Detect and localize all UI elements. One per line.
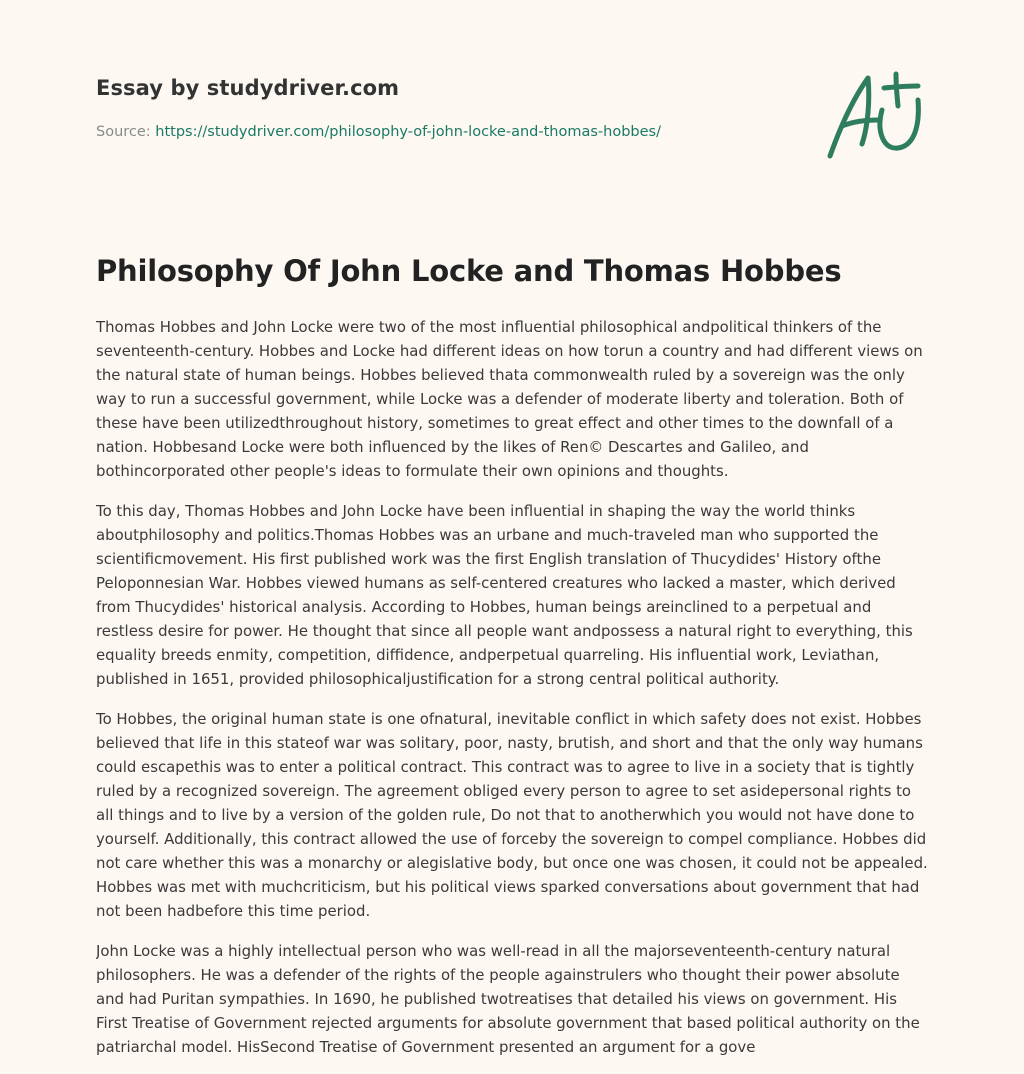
article-title: Philosophy Of John Locke and Thomas Hobbes: [96, 254, 842, 288]
site-title: Essay by studydriver.com: [96, 76, 400, 100]
source-label: Source:: [96, 124, 156, 140]
paragraph: John Locke was a highly intellectual person who was well-read in all the majorseventeenth-century natural philosophers. He was a defender of the rights of the people againstrulers who thought their power absolute and had Puritan sympathies. In 1690, he published twotreatises that detailed his views on government. His First Treatise of Government rejected arguments for absolute government that based political authority on the patriarchal model. HisSecond Treatise of Government presented an argument for a gove: [96, 942, 920, 1056]
source-line: [96, 124, 661, 140]
page-header: [96, 0, 928, 200]
paragraph: Thomas Hobbes and John Locke were two of the most influential philosophical andpolitical thinkers of the seventeenth-century. Hobbes and Locke had different ideas on how torun a country and had different views on the natural state of human beings. Hobbes believed thata commonwealth ruled by a sovereign was the only way to run a successful government, while Locke was a defender of moderate liberty and toleration. Both of these have been utilizedthroughout history, sometimes to great effect and other times to the downfall of a nation. Hobbesand Locke were both influenced by the likes of Ren© Descartes and Galileo, and bothincorporated other people's ideas to formulate their own opinions and thoughts.: [96, 318, 923, 480]
article-body: [96, 315, 928, 1060]
a-plus-logo-icon: [822, 66, 928, 166]
paragraph: To this day, Thomas Hobbes and John Locke have been influential in shaping the way the world thinks aboutphilosophy and politics.Thomas Hobbes was an urbane and much-traveled man who supported the scientificmovement. His first published work was the first English translation of Thucydides' History ofthe Peloponnesian War. Hobbes viewed humans as self-centered creatures who lacked a master, which derived from Thucydides' historical analysis. According to Hobbes, human beings areinclined to a perpetual and restless desire for power. He thought that since all people want andpossess a natural right to everything, this equality breeds enmity, competition, diffidence, andperpetual quarreling. His influential work, Leviathan, published in 1651, provided philosophicaljustification for a strong central political authority.: [96, 502, 913, 688]
source-link[interactable]: https://studydriver.com/philosophy-of-john-locke-and-thomas-hobbes/: [155, 124, 661, 140]
paragraph: To Hobbes, the original human state is one ofnatural, inevitable conflict in which safety does not exist. Hobbes believed that life in this stateof war was solitary, poor, nasty, brutish, and short and that the only way humans could escapethis was to enter a political contract. This contract was to agree to live in a society that is tightly ruled by a recognized sovereign. The agreement obliged every person to agree to set asidepersonal rights to all things and to live by a version of the golden rule, Do not that to anotherwhich you would not have done to yourself. Additionally, this contract allowed the use of forceby the sovereign to compel compliance. Hobbes did not care whether this was a monarchy or alegislative body, but once one was chosen, it could not be appealed. Hobbes was met with muchcriticism, but his political views sparked conversations about government that had not been hadbefore this time period.: [96, 710, 928, 920]
